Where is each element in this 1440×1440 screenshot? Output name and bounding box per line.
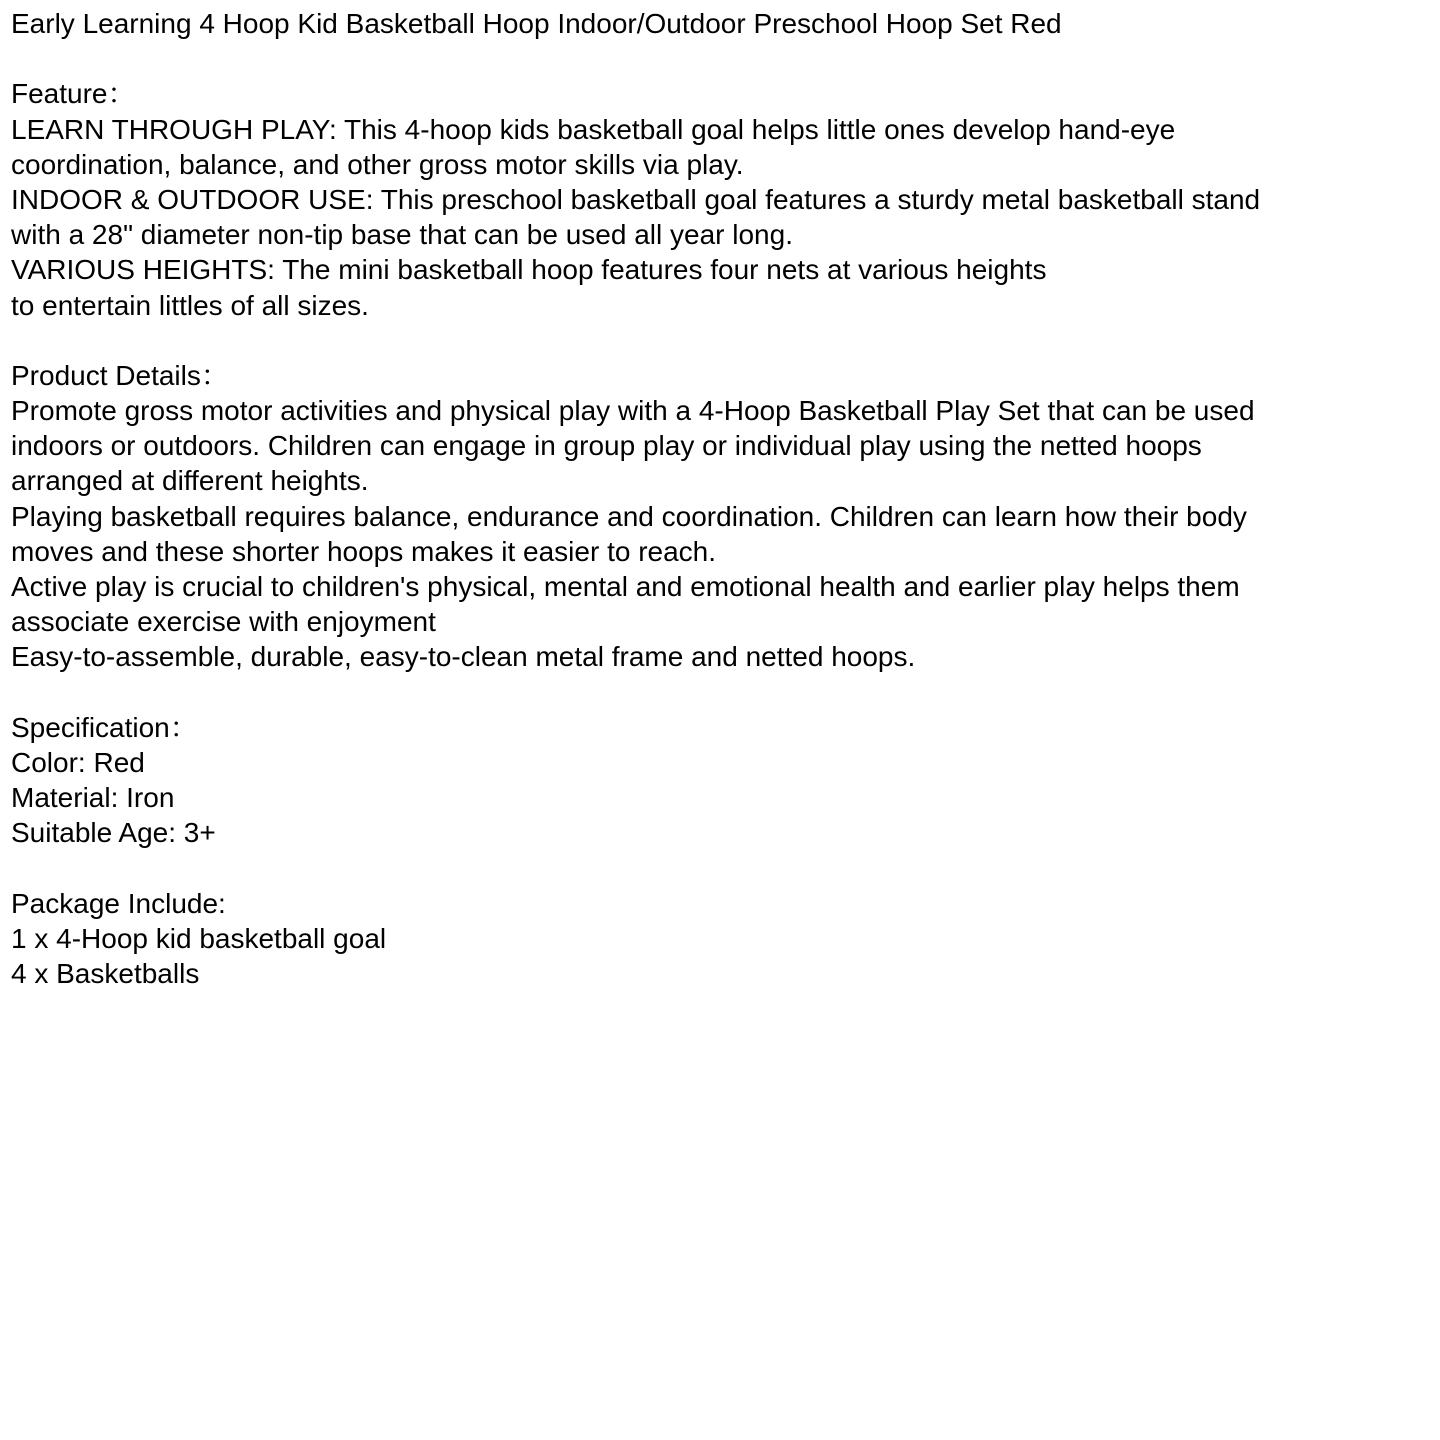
package-heading: Package Include:	[11, 887, 226, 919]
product-details-line: indoors or outdoors. Children can engage in group play or individual play using the netted hoops	[11, 430, 1202, 462]
spacer	[11, 675, 1436, 710]
product-title: Early Learning 4 Hoop Kid Basketball Hoop Indoor/Outdoor Preschool Hoop Set Red	[11, 8, 1062, 39]
product-details-line: arranged at different heights.	[11, 465, 369, 497]
package-section	[11, 886, 1436, 992]
feature-section	[11, 76, 1436, 322]
feature-line: VARIOUS HEIGHTS: The mini basketball hoop features four nets at various heights	[11, 254, 1047, 286]
package-item: 4 x Basketballs	[11, 958, 200, 990]
feature-line: INDOOR & OUTDOOR USE: This preschool basketball goal features a sturdy metal basketball stand	[11, 183, 1261, 215]
product-description	[11, 6, 1436, 991]
spec-age: Suitable Age: 3+	[11, 817, 216, 849]
package-item: 1 x 4-Hoop kid basketball goal	[11, 922, 387, 954]
spec-material: Material: Iron	[11, 782, 175, 814]
specification-section	[11, 710, 1436, 851]
product-details-line: Playing basketball requires balance, endurance and coordination. Children can learn how their body	[11, 500, 1247, 532]
product-details-section	[11, 358, 1436, 675]
product-details-line: Active play is crucial to children's physical, mental and emotional health and earlier play helps them	[11, 571, 1240, 602]
spacer	[11, 323, 1436, 358]
feature-line: coordination, balance, and other gross motor skills via play.	[11, 148, 744, 180]
feature-line: LEARN THROUGH PLAY: This 4-hoop kids basketball goal helps little ones develop hand-eye	[11, 113, 1176, 145]
product-details-heading: Product Details：	[11, 359, 229, 391]
spec-color: Color: Red	[11, 746, 145, 778]
feature-heading: Feature：	[11, 78, 136, 110]
product-details-line: moves and these shorter hoops makes it easier to reach.	[11, 535, 717, 567]
feature-line: with a 28" diameter non-tip base that can be used all year long.	[11, 219, 793, 251]
product-details-line: Promote gross motor activities and physical play with a 4-Hoop Basketball Play Set that can be used	[11, 395, 1255, 427]
feature-line: to entertain littles of all sizes.	[11, 289, 369, 321]
spacer	[11, 851, 1436, 886]
product-details-line: Easy-to-assemble, durable, easy-to-clean metal frame and netted hoops.	[11, 641, 916, 673]
product-details-line: associate exercise with enjoyment	[11, 606, 436, 638]
spacer	[11, 41, 1436, 76]
specification-heading: Specification：	[11, 711, 198, 743]
